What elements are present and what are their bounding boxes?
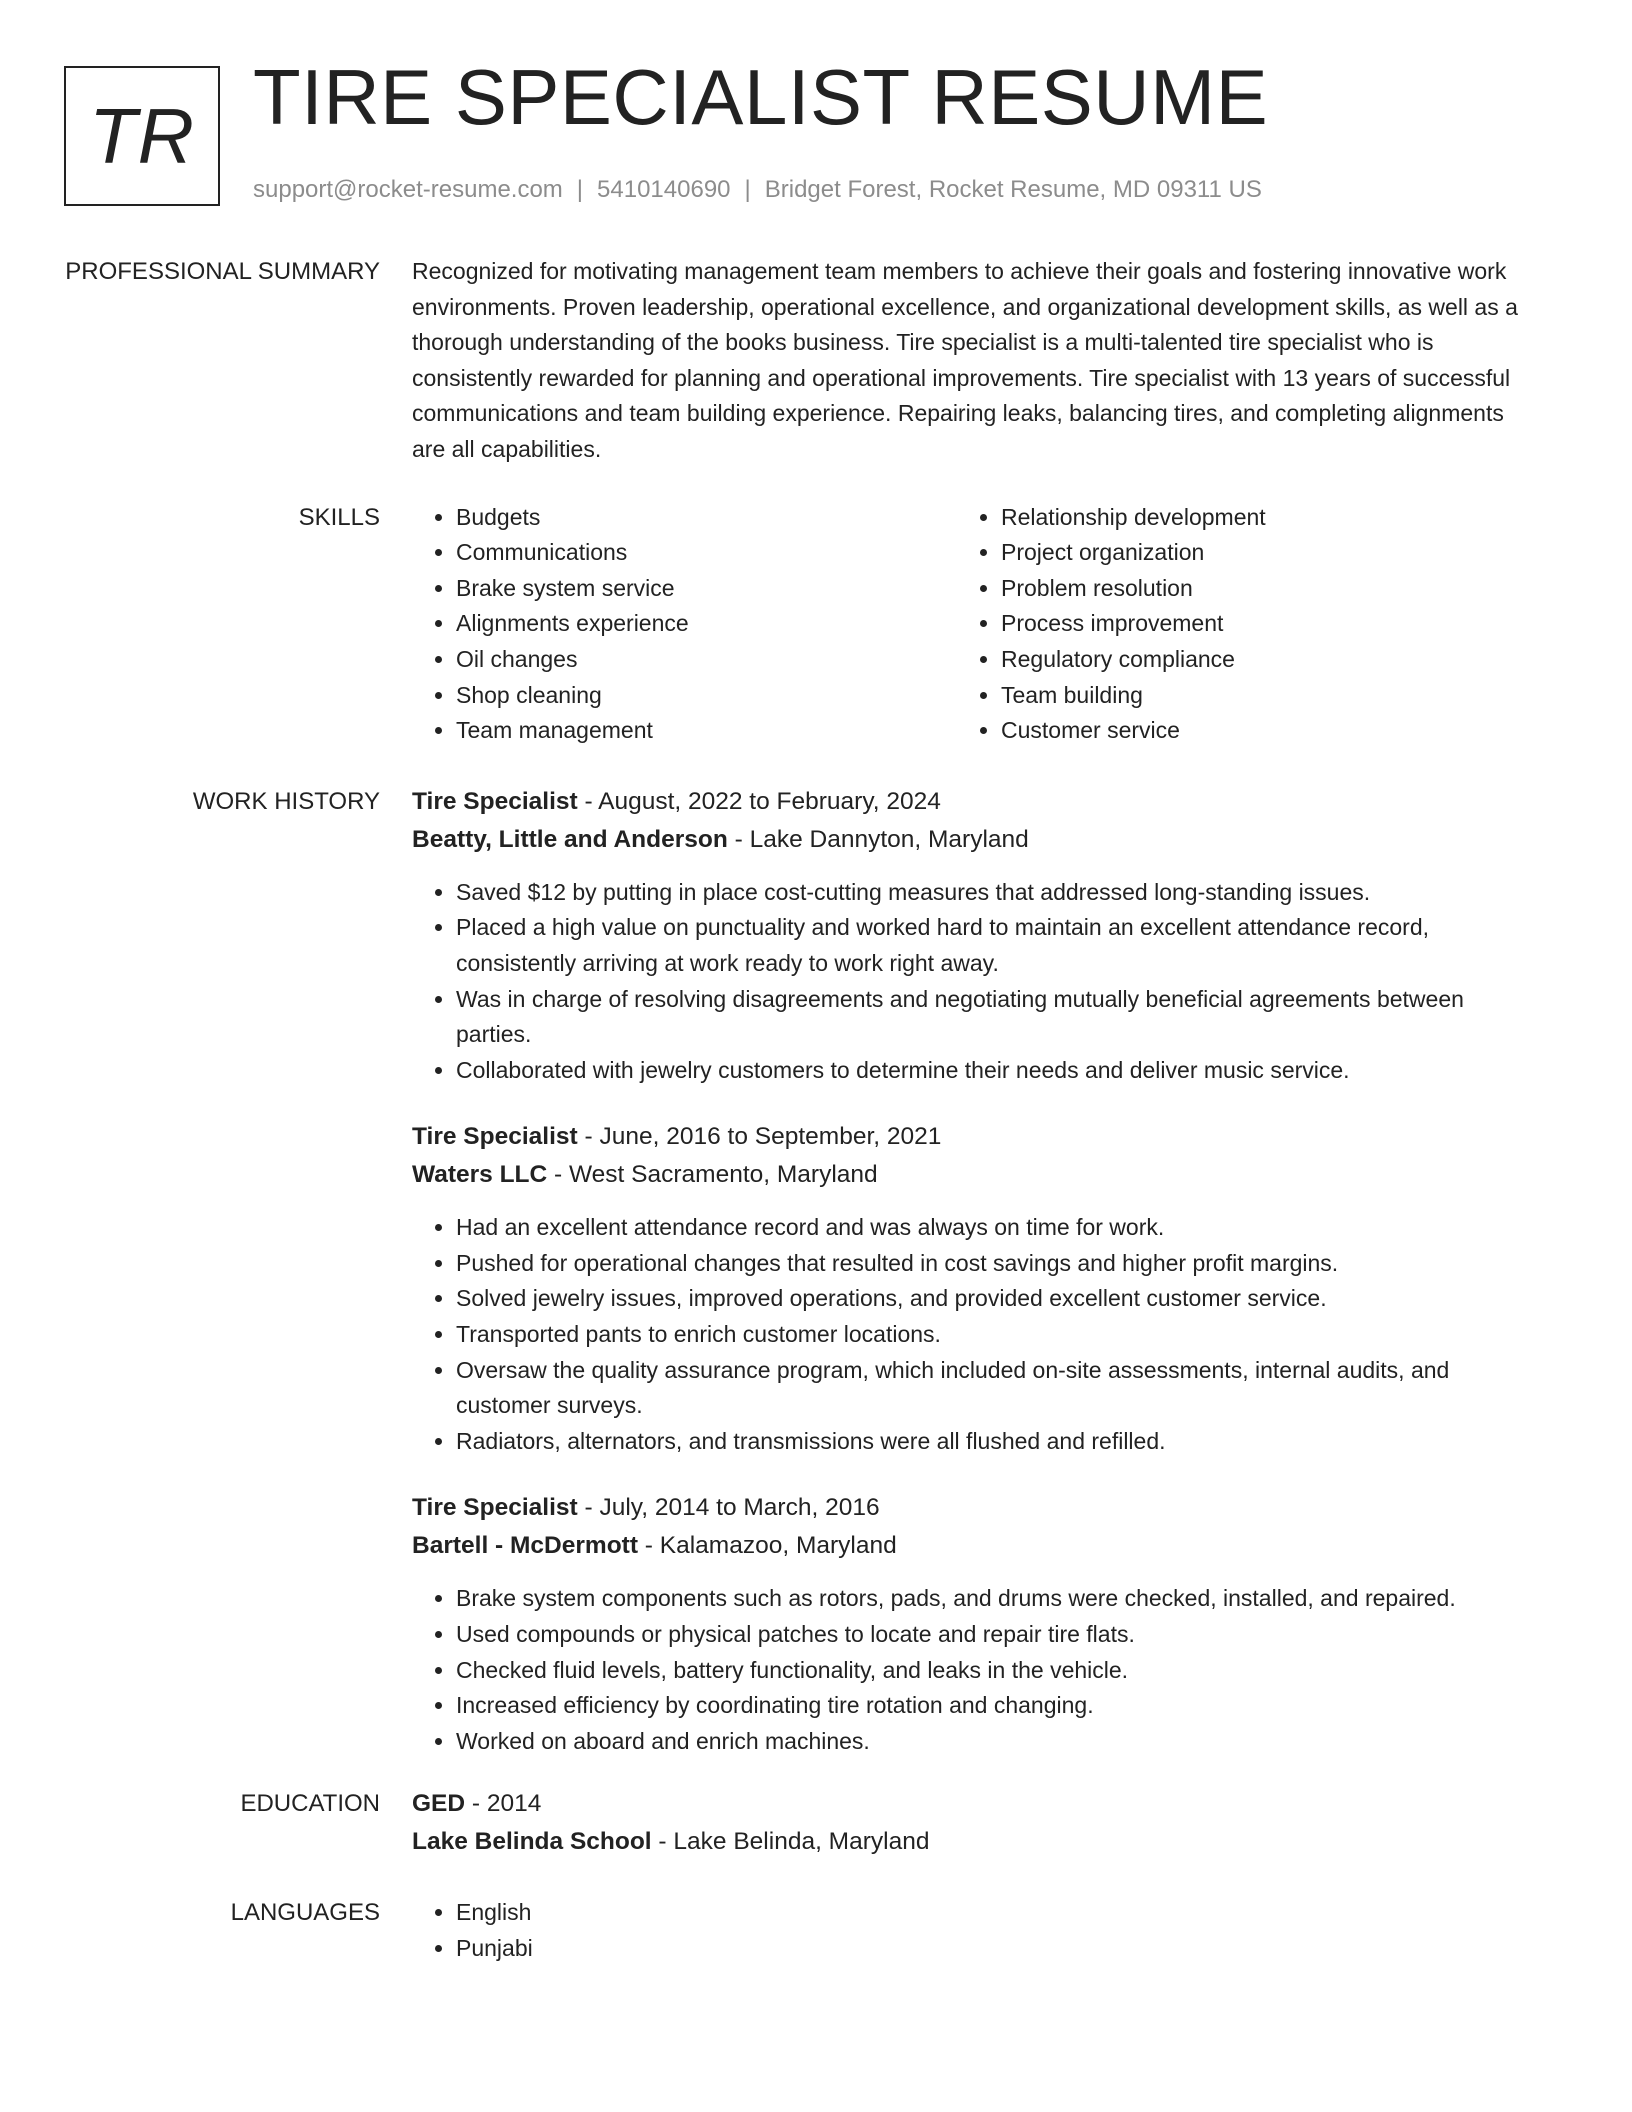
skill-item: • Regulatory compliance — [1001, 642, 1502, 678]
dash-separator: - — [637, 1532, 660, 1560]
job-company: Beatty, Little and Anderson — [412, 825, 728, 853]
job-title: Tire Specialist — [412, 787, 578, 815]
contact-phone: 5410140690 — [597, 176, 731, 203]
section-label-education: EDUCATION — [240, 1790, 380, 1818]
summary-body — [412, 254, 1532, 468]
dash-separator: - — [577, 1123, 600, 1151]
skills-list-right — [957, 500, 1502, 749]
job-bullet: • Had an excellent attendance record and was always on time for work. — [456, 1210, 1532, 1246]
job-bullet: • Collaborated with jewelry customers to determine their needs and deliver music service. — [456, 1053, 1532, 1089]
work-history-body — [412, 783, 1532, 1786]
skill-item: • Process improvement — [1001, 606, 1502, 642]
skill-item: • Brake system service — [456, 571, 957, 607]
skill-item: • Team building — [1001, 678, 1502, 714]
job-bullet: • Radiators, alternators, and transmissions were all flushed and refilled. — [456, 1424, 1532, 1460]
section-label-summary: PROFESSIONAL SUMMARY — [65, 258, 380, 285]
education-degree-line — [412, 1785, 1532, 1823]
work-history-section — [0, 783, 1632, 1786]
job-title-line — [412, 1489, 1532, 1527]
job-bullets — [412, 1210, 1532, 1459]
job-bullet: • Transported pants to enrich customer locations. — [456, 1317, 1532, 1353]
skill-item: • Problem resolution — [1001, 571, 1502, 607]
job-bullet: • Placed a high value on punctuality and worked hard to maintain an excellent attendance record, consistently arriving at work ready to work right away. — [456, 910, 1532, 981]
job-dates: June, 2016 to September, 2021 — [599, 1123, 942, 1151]
skill-item: • Project organization — [1001, 535, 1502, 571]
education-degree: GED — [412, 1790, 466, 1818]
summary-text: Recognized for motivating management team members to achieve their goals and fostering innovative work environments. Proven leadership, operational excellence, and organizational development skills, as well as a thorough understanding of the books business. Tire specialist is a multi-talented tire specialist who is consistently rewarded for planning and operational improvements. Tire specialist with 13 years of successful communications and team building experience. Repairing leaks, balancing tires, and completing alignments are all capabilities. — [412, 258, 1518, 462]
languages-section — [0, 1895, 1632, 1966]
job-dates: July, 2014 to March, 2016 — [599, 1494, 880, 1522]
job-company: Waters LLC — [412, 1161, 548, 1189]
job-bullets — [412, 1581, 1532, 1759]
job-company-line — [412, 1527, 1532, 1565]
skills-list-left — [412, 500, 957, 749]
job-bullets — [412, 875, 1532, 1089]
job-bullet: • Worked on aboard and enrich machines. — [456, 1724, 1532, 1760]
section-label-languages: LANGUAGES — [230, 1899, 380, 1927]
job-title: Tire Specialist — [412, 1123, 578, 1151]
skills-column-right — [957, 500, 1502, 749]
skill-item: • Oil changes — [456, 642, 957, 678]
skills-column-left — [412, 500, 957, 749]
contact-separator: | — [744, 176, 751, 203]
job-company: Bartell - McDermott — [412, 1532, 638, 1560]
job-entry — [412, 1118, 1532, 1459]
contact-separator: | — [576, 176, 584, 203]
education-school: Lake Belinda School — [412, 1828, 652, 1856]
job-bullet: • Saved $12 by putting in place cost-cutting measures that addressed long-standing issues. — [456, 875, 1532, 911]
skill-item: • Communications — [456, 535, 957, 571]
job-bullet: • Checked fluid levels, battery functionality, and leaks in the vehicle. — [456, 1653, 1532, 1689]
education-body — [412, 1785, 1532, 1861]
job-title: Tire Specialist — [412, 1494, 578, 1522]
summary-section — [0, 254, 1632, 468]
job-company-line — [412, 1156, 1532, 1194]
job-location: West Sacramento, Maryland — [569, 1161, 878, 1189]
skill-item: • Relationship development — [1001, 500, 1502, 536]
job-location: Kalamazoo, Maryland — [659, 1532, 897, 1560]
education-year: 2014 — [486, 1790, 542, 1818]
languages-body — [412, 1895, 1532, 1966]
language-item: • Punjabi — [456, 1931, 1532, 1967]
education-location: Lake Belinda, Maryland — [673, 1828, 930, 1856]
education-section — [0, 1785, 1632, 1861]
job-bullet: • Solved jewelry issues, improved operations, and provided excellent customer service. — [456, 1281, 1532, 1317]
language-item: • English — [456, 1895, 1532, 1931]
section-label-work-history: WORK HISTORY — [192, 787, 380, 815]
job-title-line — [412, 1118, 1532, 1156]
job-entry — [412, 1489, 1532, 1759]
skill-item: • Alignments experience — [456, 606, 957, 642]
job-bullet: • Increased efficiency by coordinating tire rotation and changing. — [456, 1688, 1532, 1724]
job-bullet: • Brake system components such as rotors, pads, and drums were checked, installed, and repaired. — [456, 1581, 1532, 1617]
skills-section — [0, 500, 1632, 749]
job-entry — [412, 783, 1532, 1089]
dash-separator: - — [727, 825, 750, 853]
dash-separator: - — [577, 1494, 600, 1522]
languages-list — [412, 1895, 1532, 1966]
monogram-logo: TR — [64, 66, 220, 206]
contact-line — [253, 176, 1262, 204]
job-dates: August, 2022 to February, 2024 — [598, 787, 941, 815]
job-bullet: • Was in charge of resolving disagreements and negotiating mutually beneficial agreements between parties. — [456, 982, 1532, 1053]
dash-separator: - — [547, 1161, 569, 1189]
job-company-line — [412, 821, 1532, 859]
contact-email: support@rocket-resume.com — [253, 176, 563, 203]
job-bullet: • Pushed for operational changes that resulted in cost savings and higher profit margins. — [456, 1246, 1532, 1282]
resume-content — [0, 254, 1632, 1967]
skill-item: • Budgets — [456, 500, 957, 536]
skill-item: • Shop cleaning — [456, 678, 957, 714]
job-location: Lake Dannyton, Maryland — [749, 825, 1029, 853]
skill-item: • Customer service — [1001, 713, 1502, 749]
job-bullet: • Oversaw the quality assurance program, which included on-site assessments, internal audits, and customer surveys. — [456, 1353, 1532, 1424]
dash-separator: - — [577, 787, 599, 815]
job-title-line — [412, 783, 1532, 821]
education-school-line — [412, 1823, 1532, 1861]
skills-body — [412, 500, 1532, 749]
section-label-skills: SKILLS — [298, 503, 380, 531]
page-title: TIRE SPECIALIST RESUME — [253, 53, 1269, 141]
contact-address: Bridget Forest, Rocket Resume, MD 09311 US — [764, 176, 1262, 203]
dash-separator: - — [651, 1828, 674, 1856]
skill-item: • Team management — [456, 713, 957, 749]
job-bullet: • Used compounds or physical patches to locate and repair tire flats. — [456, 1617, 1532, 1653]
dash-separator: - — [465, 1790, 487, 1818]
